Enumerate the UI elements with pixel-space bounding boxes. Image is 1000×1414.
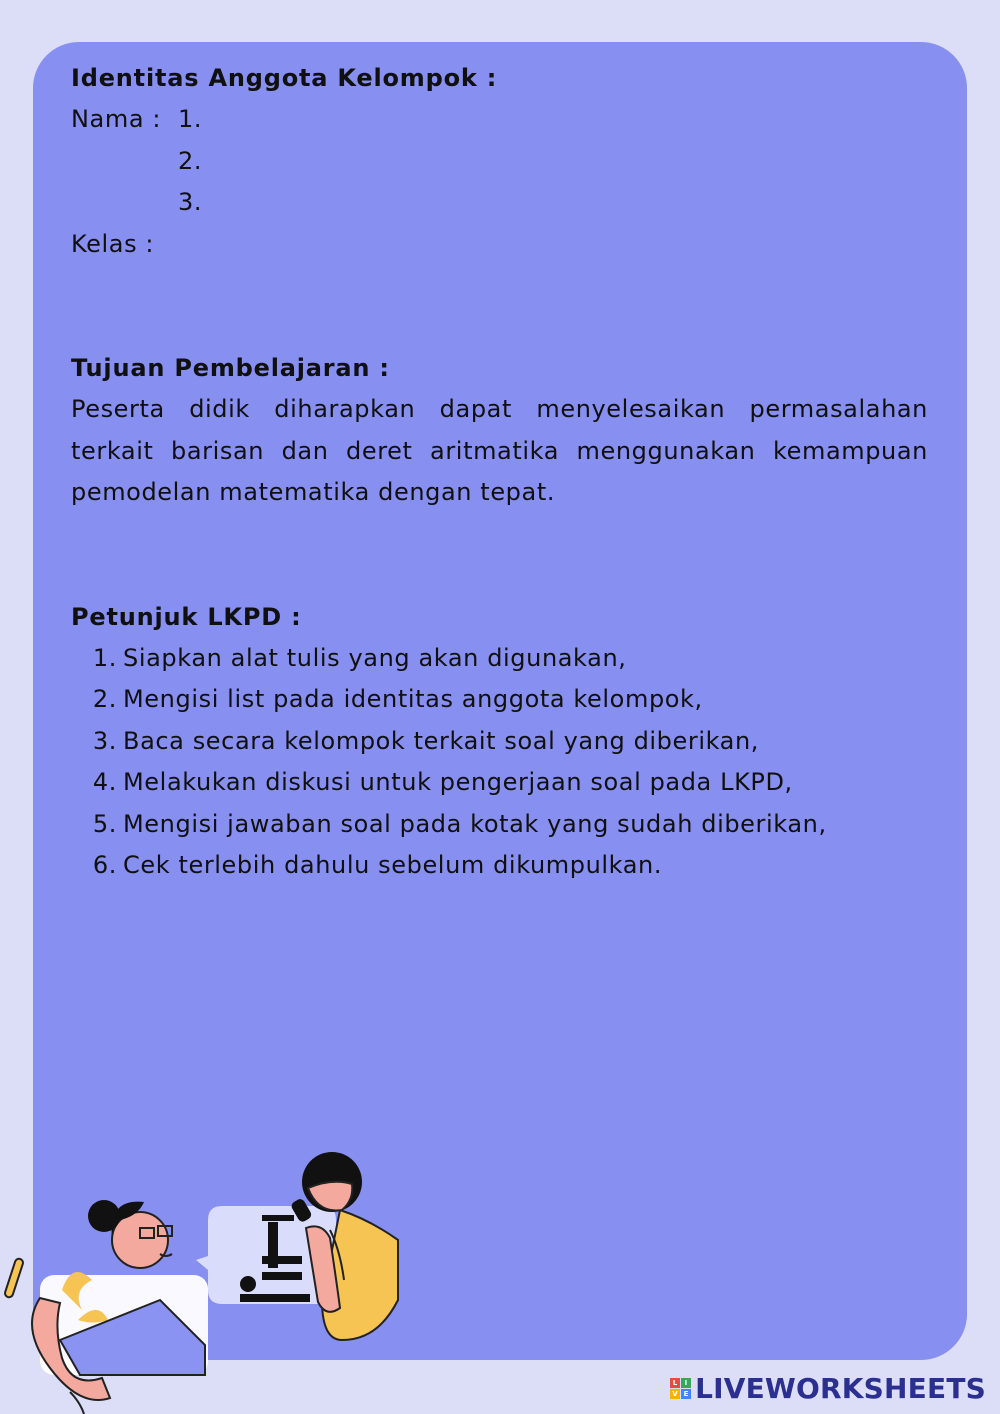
kelas-label: Kelas : xyxy=(71,229,155,258)
list-item-text: Baca secara kelompok terkait soal yang diberikan, xyxy=(123,726,760,755)
list-item-text: Mengisi list pada identitas anggota kelompok, xyxy=(123,685,703,713)
list-item-number: 1. xyxy=(92,643,117,672)
scientist-woman-illustration xyxy=(4,1200,208,1414)
scientists-illustration xyxy=(0,1130,420,1414)
logo-mark-e: E xyxy=(681,1389,691,1399)
liveworksheets-logo[interactable] xyxy=(670,1372,986,1405)
logo-text: LIVEWORKSHEETS xyxy=(695,1372,986,1405)
list-item-number: 4. xyxy=(92,768,117,796)
tujuan-text: Peserta didik diharapkan dapat menyelesaikan permasalahan terkait barisan dan deret aritmatika menggunakan kemampuan pemodelan matematika dengan tepat. xyxy=(71,395,928,506)
list-item xyxy=(71,804,928,846)
petunjuk-list xyxy=(71,638,928,887)
list-item-text: Mengisi jawaban soal pada kotak yang sudah diberikan, xyxy=(123,809,827,838)
list-item-number: 6. xyxy=(92,851,117,879)
identitas-heading: Identitas Anggota Kelompok : xyxy=(71,64,498,92)
worksheet-content xyxy=(71,58,928,887)
list-item xyxy=(71,845,928,887)
logo-mark-v: V xyxy=(670,1389,680,1399)
logo-mark-i: I xyxy=(681,1378,691,1388)
list-item-number: 3. xyxy=(92,726,117,755)
tujuan-heading: Tujuan Pembelajaran : xyxy=(71,354,390,382)
list-item xyxy=(71,762,928,804)
list-item-text: Cek terlebih dahulu sebelum dikumpulkan. xyxy=(123,851,663,879)
list-item xyxy=(71,638,928,680)
nama-number-2: 2. xyxy=(178,146,203,175)
liveworksheets-logo-icon xyxy=(670,1378,691,1399)
list-item-text: Siapkan alat tulis yang akan digunakan, xyxy=(123,643,627,672)
list-item-text: Melakukan diskusi untuk pengerjaan soal pada LKPD, xyxy=(123,768,793,796)
list-item-number: 2. xyxy=(92,685,117,713)
list-item-number: 5. xyxy=(92,809,117,838)
petunjuk-heading: Petunjuk LKPD : xyxy=(71,602,302,631)
nama-number-3: 3. xyxy=(178,188,203,216)
list-item xyxy=(71,721,928,763)
list-item xyxy=(71,679,928,721)
nama-row xyxy=(71,99,928,141)
nama-label: Nama : xyxy=(71,105,162,133)
logo-mark-l: L xyxy=(670,1378,680,1388)
nama-number-1: 1. xyxy=(178,105,203,133)
